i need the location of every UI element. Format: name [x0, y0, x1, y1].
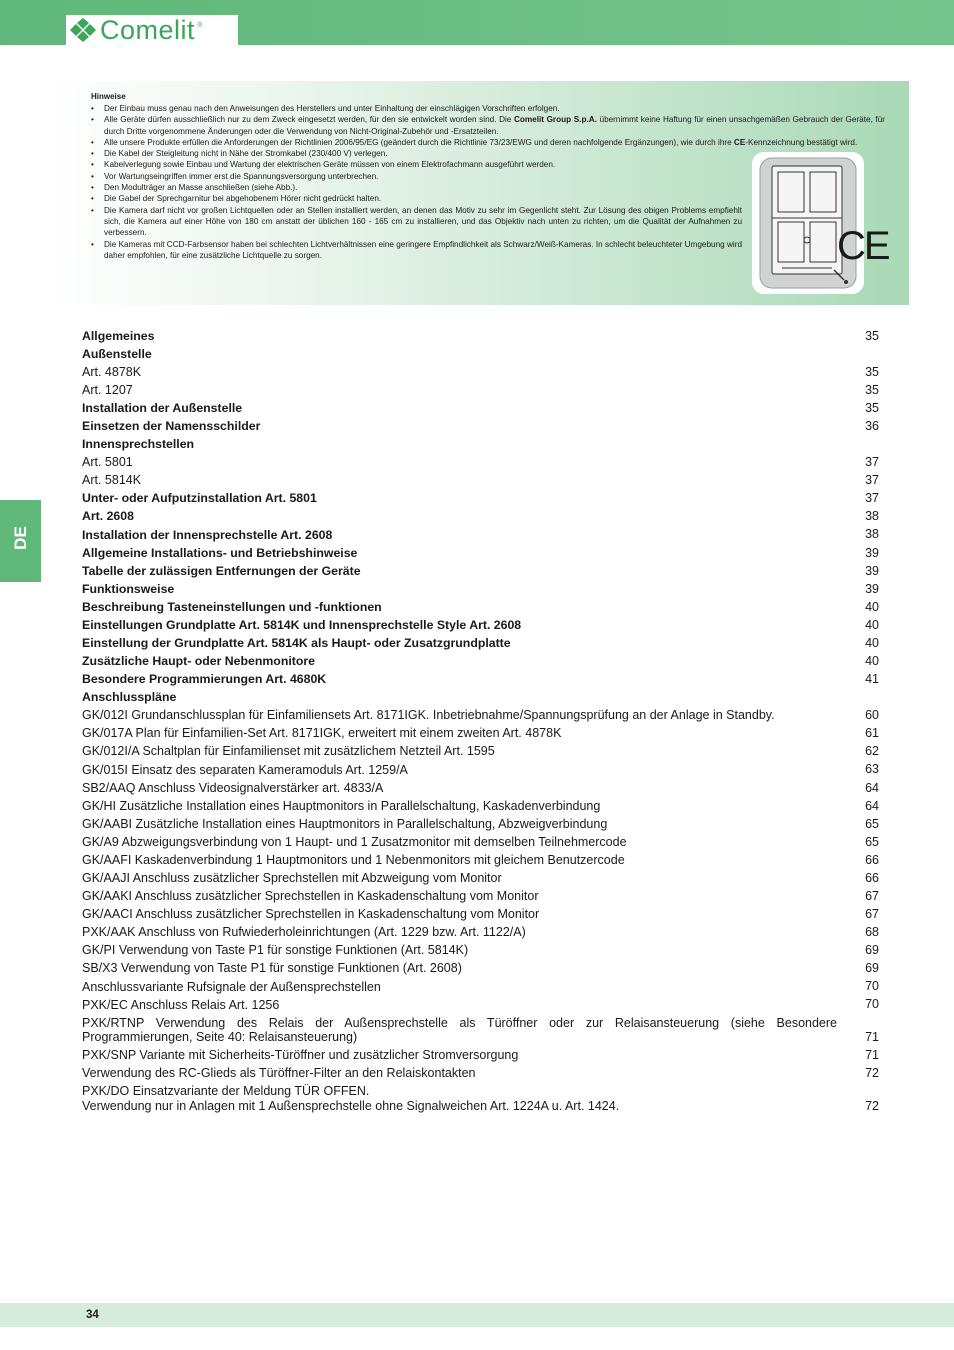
- toc-entry-page: 39: [865, 563, 879, 578]
- toc-entry[interactable]: [82, 996, 879, 1014]
- toc-entry-page: 62: [865, 744, 879, 759]
- toc-entry-title: PXK/DO Einsatzvariante der Meldung TÜR OFFEN. Verwendung nur in Anlagen mit 1 Außensprechstelle ohne Signalweichen Art. 1224A u. Art. 1424.: [82, 1084, 620, 1113]
- table-of-contents: [82, 327, 879, 1115]
- toc-entry-title: GK/AAKI Anschluss zusätzlicher Sprechstellen in Kaskadenschaltung vom Monitor: [82, 889, 539, 904]
- toc-entry-title: PXK/EC Anschluss Relais Art. 1256: [82, 997, 280, 1012]
- toc-entry-page: 36: [865, 418, 879, 433]
- toc-entry-title: Anschlusspläne: [82, 690, 177, 705]
- toc-entry-title: Tabelle der zulässigen Entfernungen der Geräte: [82, 563, 361, 578]
- toc-entry[interactable]: [82, 616, 879, 634]
- toc-entry-title: Einstellungen Grundplatte Art. 5814K und Innensprechstelle Style Art. 2608: [82, 617, 522, 632]
- page-number: 34: [86, 1309, 99, 1321]
- toc-entry-page: 37: [865, 491, 879, 506]
- toc-entry-title: Unter- oder Aufputzinstallation Art. 5801: [82, 491, 317, 506]
- toc-entry[interactable]: [82, 652, 879, 670]
- notes-panel: [45, 81, 909, 305]
- toc-entry-page: 40: [865, 635, 879, 650]
- module-bracket-illustration: [752, 152, 864, 294]
- toc-entry[interactable]: [82, 598, 879, 616]
- toc-entry[interactable]: [82, 833, 879, 851]
- toc-entry[interactable]: [82, 345, 879, 363]
- toc-entry[interactable]: [82, 1014, 879, 1047]
- toc-entry-page: 64: [865, 798, 879, 813]
- toc-entry[interactable]: [82, 1047, 879, 1065]
- toc-entry[interactable]: [82, 1065, 879, 1083]
- toc-entry-title: PXK/SNP Variante mit Sicherheits-Türöffner und zusätzlicher Stromversorgung: [82, 1048, 519, 1063]
- toc-entry-title: SB/X3 Verwendung von Taste P1 für sonstige Funktionen (Art. 2608): [82, 961, 462, 976]
- toc-entry-page: 38: [865, 509, 879, 524]
- toc-entry-page: 40: [865, 653, 879, 668]
- note-item: • Vor Wartungseingriffen immer erst die Spannungsversorgung unterbrechen.: [91, 171, 885, 182]
- language-tab: [0, 500, 41, 582]
- toc-entry-title: PXK/AAK Anschluss von Rufwiederholeinrichtungen (Art. 1229 bzw. Art. 1122/A): [82, 925, 526, 940]
- toc-entry[interactable]: [82, 761, 879, 779]
- toc-entry[interactable]: [82, 544, 879, 562]
- toc-entry-page: 37: [865, 473, 879, 488]
- toc-entry-page: 39: [865, 581, 879, 596]
- toc-entry[interactable]: [82, 743, 879, 761]
- toc-entry[interactable]: [82, 472, 879, 490]
- toc-entry[interactable]: [82, 797, 879, 815]
- toc-entry[interactable]: [82, 960, 879, 978]
- toc-entry[interactable]: [82, 435, 879, 453]
- toc-entry-page: 70: [865, 997, 879, 1012]
- toc-entry-title: GK/A9 Abzweigungsverbindung von 1 Haupt- und 1 Zusatzmonitor mit demselben Teilnehmercode: [82, 834, 627, 849]
- toc-entry-page: 40: [865, 617, 879, 632]
- toc-entry-page: 35: [865, 364, 879, 379]
- toc-entry-page: 61: [865, 726, 879, 741]
- toc-entry-title: GK/012I/A Schaltplan für Einfamilienset mit zusätzlichem Netzteil Art. 1595: [82, 744, 495, 759]
- toc-entry[interactable]: [82, 942, 879, 960]
- note-item: • Kabelverlegung sowie Einbau und Wartung der elektrischen Geräte müssen von einem Elektrofachmann ausgeführt werden.: [91, 159, 885, 170]
- toc-entry-title: GK/HI Zusätzliche Installation eines Hauptmonitors in Parallelschaltung, Kaskadenverbindung: [82, 798, 601, 813]
- toc-entry-page: 67: [865, 907, 879, 922]
- toc-entry[interactable]: [82, 869, 879, 887]
- toc-entry-page: 66: [865, 852, 879, 867]
- toc-entry-page: 67: [865, 889, 879, 903]
- toc-entry-page: 38: [865, 527, 879, 542]
- note-item: • Alle unsere Produkte erfüllen die Anforderungen der Richtlinien 2006/95/EG (geändert durch die Richtlinie 73/23/EWG und deren nachfolgende Ergänzungen), wie durch ihre CE-Kennzeichnung bestätigt wird.: [91, 137, 885, 148]
- note-item: • Die Gabel der Sprechgarnitur bei abgehobenem Hörer nicht gedrückt halten.: [91, 193, 885, 204]
- toc-entry[interactable]: [82, 851, 879, 869]
- toc-entry[interactable]: [82, 924, 879, 942]
- toc-entry[interactable]: [82, 399, 879, 417]
- toc-entry[interactable]: [82, 815, 879, 833]
- toc-entry-page: 72: [865, 1098, 879, 1113]
- toc-entry-page: 70: [865, 979, 879, 994]
- toc-entry[interactable]: [82, 490, 879, 508]
- toc-entry-title: Einstellung der Grundplatte Art. 5814K als Haupt- oder Zusatzgrundplatte: [82, 636, 511, 651]
- toc-entry-title: Art. 2608: [82, 509, 134, 524]
- toc-entry-page: 39: [865, 545, 879, 560]
- toc-entry[interactable]: [82, 327, 879, 345]
- toc-entry-page: 41: [865, 672, 879, 687]
- toc-entry-page: 72: [865, 1066, 879, 1081]
- module-bracket-figure: [752, 152, 864, 294]
- toc-entry-title: GK/015I Einsatz des separaten Kameramoduls Art. 1259/A: [82, 762, 408, 777]
- toc-entry-page: 69: [865, 943, 879, 958]
- toc-entry-title: Installation der Innensprechstelle Art. 2608: [82, 527, 333, 542]
- toc-entry[interactable]: [82, 906, 879, 924]
- toc-entry[interactable]: [82, 363, 879, 381]
- note-item: • Die Kameras mit CCD-Farbsensor haben bei schlechten Lichtverhältnissen eine geringere Empfindlichkeit als Schwarz/Weiß-Kameras. In schlecht beleuchteter Umgebung wird daher empfohlen, für eine zusätzliche Lichtquelle zu sorgen.: [91, 239, 742, 262]
- toc-entry[interactable]: [82, 670, 879, 688]
- toc-entry-title: PXK/RTNP Verwendung des Relais der Außensprechstelle als Türöffner oder zur Relaisansteuerung (siehe Besondere Programmierungen, Seite 40: Relaisansteuerung): [82, 1015, 837, 1045]
- toc-entry-page: 65: [865, 834, 879, 849]
- toc-entry-title: Anschlussvariante Rufsignale der Außensprechstellen: [82, 979, 381, 994]
- footer-bar: [0, 1303, 954, 1327]
- toc-entry-page: 71: [865, 1048, 879, 1063]
- toc-entry-title: GK/AAJI Anschluss zusätzlicher Sprechstellen mit Abzweigung vom Monitor: [82, 871, 502, 886]
- toc-entry-title: Besondere Programmierungen Art. 4680K: [82, 672, 327, 687]
- toc-entry-title: GK/012I Grundanschlussplan für Einfamiliensets Art. 8171IGK. Inbetriebnahme/Spannungsprüfung an der Anlage in Standby.: [82, 708, 775, 723]
- toc-entry-title: SB2/AAQ Anschluss Videosignalverstärker art. 4833/A: [82, 780, 384, 795]
- toc-entry-title: GK/AAFI Kaskadenverbindung 1 Hauptmonitors und 1 Nebenmonitors mit gleichem Benutzercode: [82, 852, 625, 867]
- toc-entry-page: 35: [865, 328, 879, 343]
- toc-entry-page: 66: [865, 870, 879, 885]
- toc-entry-title: GK/AACI Anschluss zusätzlicher Sprechstellen in Kaskadenschaltung vom Monitor: [82, 907, 540, 922]
- toc-entry-page: 40: [865, 599, 879, 614]
- comelit-logo-icon: [68, 18, 98, 42]
- toc-entry-title: Allgemeines: [82, 328, 155, 343]
- toc-entry-title: Außenstelle: [82, 346, 152, 361]
- note-item: • Der Einbau muss genau nach den Anweisungen des Herstellers und unter Einhaltung der einschlägigen Vorschriften erfolgen.: [91, 103, 885, 114]
- toc-entry-page: 64: [865, 780, 879, 795]
- toc-entry-title: Zusätzliche Haupt- oder Nebenmonitore: [82, 654, 315, 669]
- note-item: • Die Kamera darf nicht vor großen Lichtquellen oder an Stellen installiert werden, an denen das Motiv zu sehr im Gegenlicht steht. Zur Lösung des obigen Problems empfiehlt sich, die Kamera auf einer Höhe von 180 cm anstatt der üblichen 160 - 165 cm zu installieren, und das Objektiv nach unten zu richten, um die Qualität der Aufnahmen zu verbessern.: [91, 205, 742, 239]
- toc-entry-page: 63: [865, 762, 879, 777]
- toc-entry-page: 71: [865, 1030, 879, 1045]
- toc-entry-page: 35: [865, 382, 879, 397]
- toc-entry-page: 69: [865, 961, 879, 976]
- toc-entry-title: Einsetzen der Namensschilder: [82, 419, 261, 434]
- language-tab-label: DE: [11, 526, 30, 550]
- toc-entry-title: GK/017A Plan für Einfamilien-Set Art. 8171IGK, erweitert mit einem zweiten Art. 4878K: [82, 726, 562, 741]
- toc-entry[interactable]: [82, 887, 879, 905]
- toc-entry-title: Allgemeine Installations- und Betriebshinweise: [82, 545, 358, 560]
- toc-entry[interactable]: [82, 562, 879, 580]
- toc-entry-title: Art. 5801: [82, 455, 133, 470]
- toc-entry[interactable]: [82, 417, 879, 435]
- toc-entry[interactable]: [82, 779, 879, 797]
- toc-entry-page: 37: [865, 455, 879, 470]
- note-item: • Den Modulträger an Masse anschließen (siehe Abb.).: [91, 182, 885, 193]
- brand-wordmark: Comelit ®: [100, 15, 204, 45]
- brand-logo: [66, 15, 238, 45]
- toc-entry-page: 35: [865, 400, 879, 415]
- toc-entry[interactable]: [82, 725, 879, 743]
- toc-entry[interactable]: [82, 978, 879, 996]
- toc-entry[interactable]: [82, 508, 879, 526]
- toc-entry-page: 60: [865, 708, 879, 723]
- toc-entry-page: 65: [865, 816, 879, 831]
- toc-entry-title: Art. 5814K: [82, 473, 142, 488]
- toc-entry[interactable]: [82, 689, 879, 707]
- toc-entry[interactable]: [82, 634, 879, 652]
- toc-entry-title: Installation der Außenstelle: [82, 401, 243, 415]
- notes-title: Hinweise: [91, 92, 126, 101]
- toc-entry[interactable]: [82, 1083, 879, 1116]
- toc-entry[interactable]: [82, 707, 879, 725]
- toc-entry-title: Beschreibung Tasteneinstellungen und -funktionen: [82, 599, 382, 614]
- note-item: • Die Kabel der Steigleitung nicht in Nähe der Stromkabel (230/400 V) verlegen.: [91, 148, 885, 159]
- toc-entry-title: Verwendung des RC-Glieds als Türöffner-Filter an den Relaiskontakten: [82, 1066, 476, 1081]
- toc-entry-title: Innensprechstellen: [82, 437, 195, 452]
- ce-mark-icon: CE: [837, 224, 889, 268]
- toc-entry-page: 68: [865, 925, 879, 940]
- toc-entry-title: Funktionsweise: [82, 581, 175, 596]
- toc-entry-title: Art. 4878K: [82, 364, 142, 379]
- toc-entry-title: GK/PI Verwendung von Taste P1 für sonstige Funktionen (Art. 5814K): [82, 943, 469, 958]
- toc-entry[interactable]: [82, 580, 879, 598]
- toc-entry[interactable]: [82, 526, 879, 544]
- toc-entry-title: GK/AABI Zusätzliche Installation eines Hauptmonitors in Parallelschaltung, Abzweigverbindung: [82, 816, 608, 831]
- toc-entry-title: Art. 1207: [82, 382, 133, 397]
- note-item: • Alle Geräte dürfen ausschließlich nur zu dem Zweck eingesetzt werden, für den sie entwickelt worden sind. Die Comelit Group S.p.A. übernimmt keine Haftung für einen unsachgemäßen Gebrauch der Geräte, für durch Dritte vorgenommene Änderungen oder die Verwendung von Nicht-Original-Zubehör und -Ersatzteilen.: [91, 114, 885, 137]
- toc-entry[interactable]: [82, 381, 879, 399]
- toc-entry[interactable]: [82, 454, 879, 472]
